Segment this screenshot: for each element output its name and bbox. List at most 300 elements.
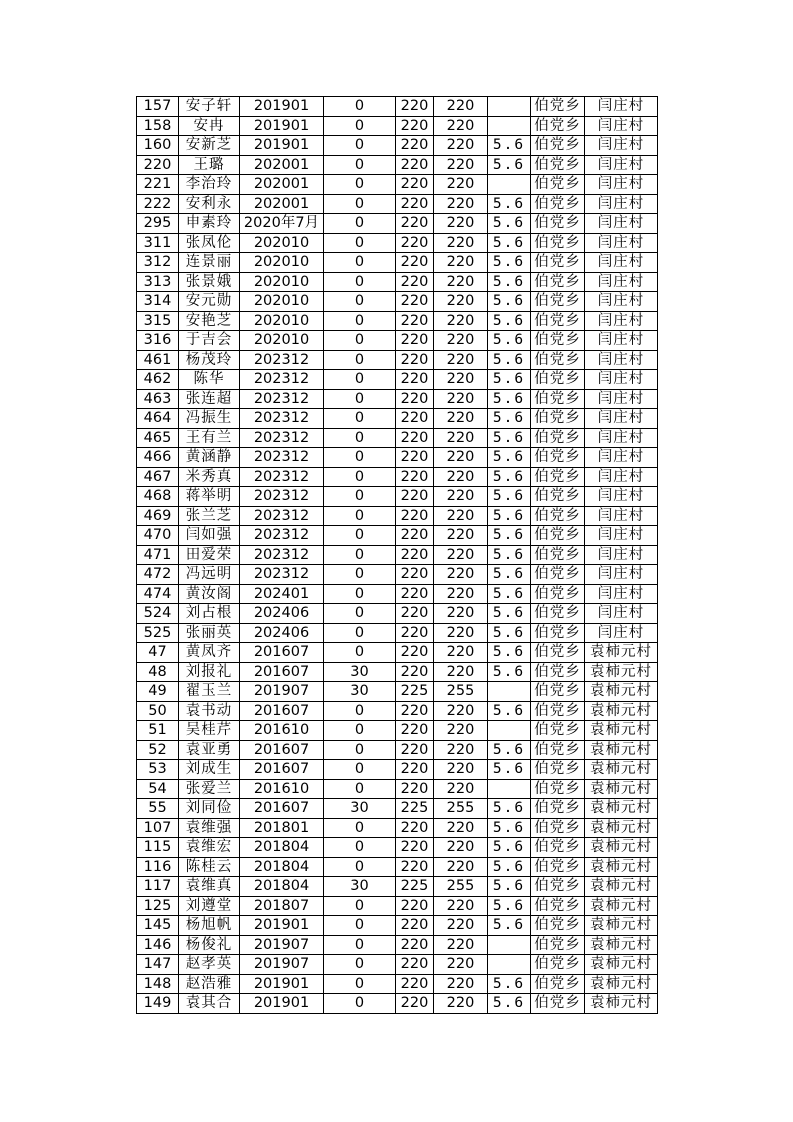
- start-date-cell: 201907: [240, 935, 324, 955]
- table-row: [137, 701, 658, 721]
- record-id-cell: 470: [137, 526, 179, 546]
- amount-extra-cell: 0: [324, 136, 396, 156]
- person-name-cell: 张连超: [179, 389, 240, 409]
- township-cell: 伯党乡: [531, 623, 585, 643]
- amount-extra-cell: 30: [324, 662, 396, 682]
- township-cell: 伯党乡: [531, 155, 585, 175]
- rate-cell: 5.6: [488, 155, 531, 175]
- amount-total-cell: 220: [434, 487, 488, 507]
- rate-cell: 5.6: [488, 331, 531, 351]
- record-id-cell: 465: [137, 428, 179, 448]
- table-row: [137, 604, 658, 624]
- person-name-cell: 袁维强: [179, 818, 240, 838]
- village-cell: 袁柿元村: [585, 643, 658, 663]
- amount-total-cell: 220: [434, 604, 488, 624]
- amount-total-cell: 220: [434, 467, 488, 487]
- record-id-cell: 147: [137, 955, 179, 975]
- amount-total-cell: 220: [434, 194, 488, 214]
- amount-total-cell: 255: [434, 682, 488, 702]
- amount-total-cell: 220: [434, 779, 488, 799]
- record-id-cell: 463: [137, 389, 179, 409]
- amount-extra-cell: 0: [324, 526, 396, 546]
- rate-cell: [488, 779, 531, 799]
- village-cell: 闫庄村: [585, 116, 658, 136]
- person-name-cell: 刘同俭: [179, 799, 240, 819]
- amount-base-cell: 220: [396, 331, 434, 351]
- amount-total-cell: 220: [434, 350, 488, 370]
- amount-total-cell: 220: [434, 428, 488, 448]
- village-cell: 闫庄村: [585, 175, 658, 195]
- record-id-cell: 117: [137, 877, 179, 897]
- person-name-cell: 米秀真: [179, 467, 240, 487]
- table-row: [137, 175, 658, 195]
- record-id-cell: 474: [137, 584, 179, 604]
- amount-total-cell: 220: [434, 818, 488, 838]
- township-cell: 伯党乡: [531, 428, 585, 448]
- rate-cell: 5.6: [488, 643, 531, 663]
- person-name-cell: 张爱兰: [179, 779, 240, 799]
- amount-total-cell: 220: [434, 370, 488, 390]
- rate-cell: 5.6: [488, 877, 531, 897]
- amount-extra-cell: 0: [324, 389, 396, 409]
- record-id-cell: 54: [137, 779, 179, 799]
- amount-base-cell: 220: [396, 896, 434, 916]
- township-cell: 伯党乡: [531, 779, 585, 799]
- rate-cell: 5.6: [488, 818, 531, 838]
- amount-base-cell: 220: [396, 467, 434, 487]
- amount-total-cell: 220: [434, 233, 488, 253]
- table-row: [137, 916, 658, 936]
- amount-total-cell: 220: [434, 253, 488, 273]
- rate-cell: 5.6: [488, 370, 531, 390]
- amount-extra-cell: 0: [324, 155, 396, 175]
- township-cell: 伯党乡: [531, 506, 585, 526]
- rate-cell: 5.6: [488, 896, 531, 916]
- start-date-cell: 202312: [240, 350, 324, 370]
- table-row: [137, 721, 658, 741]
- record-id-cell: 50: [137, 701, 179, 721]
- rate-cell: 5.6: [488, 994, 531, 1014]
- amount-base-cell: 220: [396, 857, 434, 877]
- amount-base-cell: 220: [396, 311, 434, 331]
- start-date-cell: 202010: [240, 272, 324, 292]
- township-cell: 伯党乡: [531, 682, 585, 702]
- amount-total-cell: 220: [434, 448, 488, 468]
- record-id-cell: 115: [137, 838, 179, 858]
- table-row: [137, 409, 658, 429]
- amount-base-cell: 220: [396, 643, 434, 663]
- person-name-cell: 田爱荣: [179, 545, 240, 565]
- village-cell: 闫庄村: [585, 214, 658, 234]
- rate-cell: 5.6: [488, 662, 531, 682]
- table-row: [137, 97, 658, 117]
- person-name-cell: 于吉会: [179, 331, 240, 351]
- record-id-cell: 48: [137, 662, 179, 682]
- record-id-cell: 471: [137, 545, 179, 565]
- village-cell: 闫庄村: [585, 448, 658, 468]
- township-cell: 伯党乡: [531, 448, 585, 468]
- township-cell: 伯党乡: [531, 272, 585, 292]
- table-row: [137, 799, 658, 819]
- record-id-cell: 55: [137, 799, 179, 819]
- start-date-cell: 201607: [240, 740, 324, 760]
- amount-extra-cell: 0: [324, 97, 396, 117]
- start-date-cell: 202312: [240, 409, 324, 429]
- rate-cell: 5.6: [488, 214, 531, 234]
- rate-cell: 5.6: [488, 604, 531, 624]
- village-cell: 闫庄村: [585, 272, 658, 292]
- start-date-cell: 201607: [240, 701, 324, 721]
- rate-cell: 5.6: [488, 916, 531, 936]
- village-cell: 闫庄村: [585, 506, 658, 526]
- person-name-cell: 黄汝阁: [179, 584, 240, 604]
- rate-cell: [488, 721, 531, 741]
- start-date-cell: 201607: [240, 662, 324, 682]
- start-date-cell: 201804: [240, 877, 324, 897]
- person-name-cell: 张凤伦: [179, 233, 240, 253]
- village-cell: 闫庄村: [585, 487, 658, 507]
- table-row: [137, 253, 658, 273]
- record-id-cell: 466: [137, 448, 179, 468]
- township-cell: 伯党乡: [531, 565, 585, 585]
- table-row: [137, 565, 658, 585]
- rate-cell: 5.6: [488, 760, 531, 780]
- amount-total-cell: 220: [434, 545, 488, 565]
- amount-total-cell: 220: [434, 214, 488, 234]
- table-row: [137, 935, 658, 955]
- amount-base-cell: 220: [396, 916, 434, 936]
- amount-base-cell: 220: [396, 487, 434, 507]
- township-cell: 伯党乡: [531, 97, 585, 117]
- amount-extra-cell: 0: [324, 214, 396, 234]
- table-row: [137, 389, 658, 409]
- township-cell: 伯党乡: [531, 604, 585, 624]
- village-cell: 闫庄村: [585, 155, 658, 175]
- rate-cell: 5.6: [488, 409, 531, 429]
- start-date-cell: 201807: [240, 896, 324, 916]
- township-cell: 伯党乡: [531, 409, 585, 429]
- table-row: [137, 428, 658, 448]
- table-row: [137, 896, 658, 916]
- rate-cell: 5.6: [488, 292, 531, 312]
- table-row: [137, 682, 658, 702]
- person-name-cell: 申素玲: [179, 214, 240, 234]
- record-id-cell: 312: [137, 253, 179, 273]
- amount-extra-cell: 0: [324, 116, 396, 136]
- person-name-cell: 王璐: [179, 155, 240, 175]
- village-cell: 袁柿元村: [585, 896, 658, 916]
- person-name-cell: 李治玲: [179, 175, 240, 195]
- start-date-cell: 202312: [240, 565, 324, 585]
- start-date-cell: 201610: [240, 779, 324, 799]
- table-row: [137, 136, 658, 156]
- rate-cell: 5.6: [488, 350, 531, 370]
- rate-cell: 5.6: [488, 506, 531, 526]
- amount-total-cell: 220: [434, 701, 488, 721]
- amount-extra-cell: 0: [324, 701, 396, 721]
- record-id-cell: 464: [137, 409, 179, 429]
- start-date-cell: 202010: [240, 253, 324, 273]
- table-row: [137, 350, 658, 370]
- person-name-cell: 赵孝英: [179, 955, 240, 975]
- amount-extra-cell: 0: [324, 311, 396, 331]
- amount-extra-cell: 0: [324, 818, 396, 838]
- amount-extra-cell: 0: [324, 994, 396, 1014]
- amount-base-cell: 220: [396, 175, 434, 195]
- record-id-cell: 107: [137, 818, 179, 838]
- person-name-cell: 陈桂云: [179, 857, 240, 877]
- roster-table: [136, 96, 658, 1014]
- start-date-cell: 202001: [240, 175, 324, 195]
- amount-total-cell: 220: [434, 97, 488, 117]
- table-row: [137, 838, 658, 858]
- amount-base-cell: 220: [396, 584, 434, 604]
- table-row: [137, 155, 658, 175]
- person-name-cell: 蒋举明: [179, 487, 240, 507]
- amount-total-cell: 220: [434, 292, 488, 312]
- amount-total-cell: 220: [434, 584, 488, 604]
- township-cell: 伯党乡: [531, 740, 585, 760]
- rate-cell: [488, 175, 531, 195]
- township-cell: 伯党乡: [531, 857, 585, 877]
- record-id-cell: 160: [137, 136, 179, 156]
- record-id-cell: 313: [137, 272, 179, 292]
- township-cell: 伯党乡: [531, 721, 585, 741]
- township-cell: 伯党乡: [531, 487, 585, 507]
- amount-base-cell: 220: [396, 194, 434, 214]
- record-id-cell: 461: [137, 350, 179, 370]
- person-name-cell: 王有兰: [179, 428, 240, 448]
- township-cell: 伯党乡: [531, 311, 585, 331]
- record-id-cell: 145: [137, 916, 179, 936]
- amount-total-cell: 220: [434, 643, 488, 663]
- village-cell: 袁柿元村: [585, 955, 658, 975]
- record-id-cell: 222: [137, 194, 179, 214]
- rate-cell: 5.6: [488, 545, 531, 565]
- table-row: [137, 331, 658, 351]
- amount-base-cell: 220: [396, 701, 434, 721]
- amount-extra-cell: 0: [324, 896, 396, 916]
- township-cell: 伯党乡: [531, 838, 585, 858]
- village-cell: 袁柿元村: [585, 740, 658, 760]
- start-date-cell: 202406: [240, 623, 324, 643]
- rate-cell: 5.6: [488, 565, 531, 585]
- start-date-cell: 201607: [240, 799, 324, 819]
- township-cell: 伯党乡: [531, 214, 585, 234]
- village-cell: 闫庄村: [585, 545, 658, 565]
- record-id-cell: 53: [137, 760, 179, 780]
- amount-base-cell: 220: [396, 506, 434, 526]
- amount-base-cell: 220: [396, 272, 434, 292]
- amount-base-cell: 225: [396, 799, 434, 819]
- amount-base-cell: 220: [396, 214, 434, 234]
- township-cell: 伯党乡: [531, 818, 585, 838]
- person-name-cell: 安子轩: [179, 97, 240, 117]
- person-name-cell: 袁亚勇: [179, 740, 240, 760]
- amount-total-cell: 220: [434, 409, 488, 429]
- person-name-cell: 杨旭帆: [179, 916, 240, 936]
- village-cell: 袁柿元村: [585, 877, 658, 897]
- amount-extra-cell: 0: [324, 935, 396, 955]
- amount-extra-cell: 30: [324, 799, 396, 819]
- person-name-cell: 袁书动: [179, 701, 240, 721]
- amount-total-cell: 220: [434, 136, 488, 156]
- start-date-cell: 202312: [240, 487, 324, 507]
- township-cell: 伯党乡: [531, 643, 585, 663]
- amount-base-cell: 220: [396, 974, 434, 994]
- rate-cell: [488, 682, 531, 702]
- township-cell: 伯党乡: [531, 350, 585, 370]
- person-name-cell: 刘占根: [179, 604, 240, 624]
- village-cell: 袁柿元村: [585, 935, 658, 955]
- amount-extra-cell: 0: [324, 604, 396, 624]
- start-date-cell: 202312: [240, 545, 324, 565]
- start-date-cell: 201901: [240, 116, 324, 136]
- person-name-cell: 刘成生: [179, 760, 240, 780]
- record-id-cell: 52: [137, 740, 179, 760]
- village-cell: 闫庄村: [585, 526, 658, 546]
- start-date-cell: 202001: [240, 194, 324, 214]
- village-cell: 袁柿元村: [585, 799, 658, 819]
- amount-total-cell: 220: [434, 994, 488, 1014]
- start-date-cell: 201901: [240, 916, 324, 936]
- rate-cell: 5.6: [488, 467, 531, 487]
- person-name-cell: 安元勋: [179, 292, 240, 312]
- table-row: [137, 116, 658, 136]
- start-date-cell: 201801: [240, 818, 324, 838]
- township-cell: 伯党乡: [531, 292, 585, 312]
- amount-base-cell: 220: [396, 838, 434, 858]
- village-cell: 袁柿元村: [585, 779, 658, 799]
- rate-cell: [488, 116, 531, 136]
- amount-extra-cell: 0: [324, 370, 396, 390]
- start-date-cell: 202312: [240, 448, 324, 468]
- record-id-cell: 462: [137, 370, 179, 390]
- village-cell: 闫庄村: [585, 370, 658, 390]
- village-cell: 袁柿元村: [585, 838, 658, 858]
- person-name-cell: 黄涵静: [179, 448, 240, 468]
- township-cell: 伯党乡: [531, 545, 585, 565]
- start-date-cell: 202312: [240, 467, 324, 487]
- rate-cell: 5.6: [488, 584, 531, 604]
- start-date-cell: 202312: [240, 526, 324, 546]
- start-date-cell: 201907: [240, 682, 324, 702]
- person-name-cell: 袁其合: [179, 994, 240, 1014]
- township-cell: 伯党乡: [531, 233, 585, 253]
- amount-total-cell: 220: [434, 935, 488, 955]
- amount-extra-cell: 30: [324, 682, 396, 702]
- amount-extra-cell: 0: [324, 565, 396, 585]
- amount-base-cell: 220: [396, 760, 434, 780]
- start-date-cell: 201901: [240, 994, 324, 1014]
- village-cell: 袁柿元村: [585, 974, 658, 994]
- record-id-cell: 525: [137, 623, 179, 643]
- rate-cell: 5.6: [488, 857, 531, 877]
- township-cell: 伯党乡: [531, 194, 585, 214]
- amount-base-cell: 220: [396, 545, 434, 565]
- township-cell: 伯党乡: [531, 799, 585, 819]
- amount-total-cell: 255: [434, 799, 488, 819]
- start-date-cell: 202010: [240, 233, 324, 253]
- table-row: [137, 448, 658, 468]
- amount-extra-cell: 0: [324, 175, 396, 195]
- amount-total-cell: 220: [434, 116, 488, 136]
- township-cell: 伯党乡: [531, 331, 585, 351]
- table-row: [137, 233, 658, 253]
- start-date-cell: 202312: [240, 428, 324, 448]
- amount-extra-cell: 0: [324, 955, 396, 975]
- village-cell: 闫庄村: [585, 389, 658, 409]
- table-row: [137, 545, 658, 565]
- start-date-cell: 201610: [240, 721, 324, 741]
- amount-total-cell: 220: [434, 526, 488, 546]
- table-row: [137, 740, 658, 760]
- rate-cell: 5.6: [488, 487, 531, 507]
- table-row: [137, 818, 658, 838]
- table-row: [137, 623, 658, 643]
- record-id-cell: 467: [137, 467, 179, 487]
- amount-extra-cell: 0: [324, 350, 396, 370]
- township-cell: 伯党乡: [531, 389, 585, 409]
- village-cell: 闫庄村: [585, 350, 658, 370]
- amount-base-cell: 220: [396, 740, 434, 760]
- table-row: [137, 194, 658, 214]
- amount-total-cell: 220: [434, 331, 488, 351]
- rate-cell: 5.6: [488, 740, 531, 760]
- village-cell: 袁柿元村: [585, 662, 658, 682]
- person-name-cell: 安艳芝: [179, 311, 240, 331]
- amount-extra-cell: 0: [324, 857, 396, 877]
- rate-cell: 5.6: [488, 311, 531, 331]
- amount-extra-cell: 0: [324, 506, 396, 526]
- table-row: [137, 955, 658, 975]
- amount-base-cell: 225: [396, 682, 434, 702]
- rate-cell: 5.6: [488, 136, 531, 156]
- township-cell: 伯党乡: [531, 526, 585, 546]
- start-date-cell: 202312: [240, 370, 324, 390]
- table-row: [137, 214, 658, 234]
- rate-cell: [488, 935, 531, 955]
- amount-base-cell: 220: [396, 779, 434, 799]
- township-cell: 伯党乡: [531, 467, 585, 487]
- record-id-cell: 47: [137, 643, 179, 663]
- start-date-cell: 202312: [240, 506, 324, 526]
- person-name-cell: 黄凤齐: [179, 643, 240, 663]
- village-cell: 袁柿元村: [585, 760, 658, 780]
- amount-base-cell: 220: [396, 136, 434, 156]
- record-id-cell: 221: [137, 175, 179, 195]
- village-cell: 闫庄村: [585, 331, 658, 351]
- record-id-cell: 148: [137, 974, 179, 994]
- rate-cell: 5.6: [488, 233, 531, 253]
- amount-base-cell: 220: [396, 623, 434, 643]
- record-id-cell: 149: [137, 994, 179, 1014]
- amount-base-cell: 220: [396, 155, 434, 175]
- amount-total-cell: 220: [434, 740, 488, 760]
- amount-total-cell: 220: [434, 311, 488, 331]
- township-cell: 伯党乡: [531, 253, 585, 273]
- amount-total-cell: 220: [434, 155, 488, 175]
- village-cell: 袁柿元村: [585, 818, 658, 838]
- amount-base-cell: 220: [396, 370, 434, 390]
- amount-total-cell: 220: [434, 721, 488, 741]
- start-date-cell: 201804: [240, 857, 324, 877]
- village-cell: 闫庄村: [585, 311, 658, 331]
- amount-base-cell: 220: [396, 292, 434, 312]
- village-cell: 袁柿元村: [585, 721, 658, 741]
- start-date-cell: 201901: [240, 97, 324, 117]
- record-id-cell: 49: [137, 682, 179, 702]
